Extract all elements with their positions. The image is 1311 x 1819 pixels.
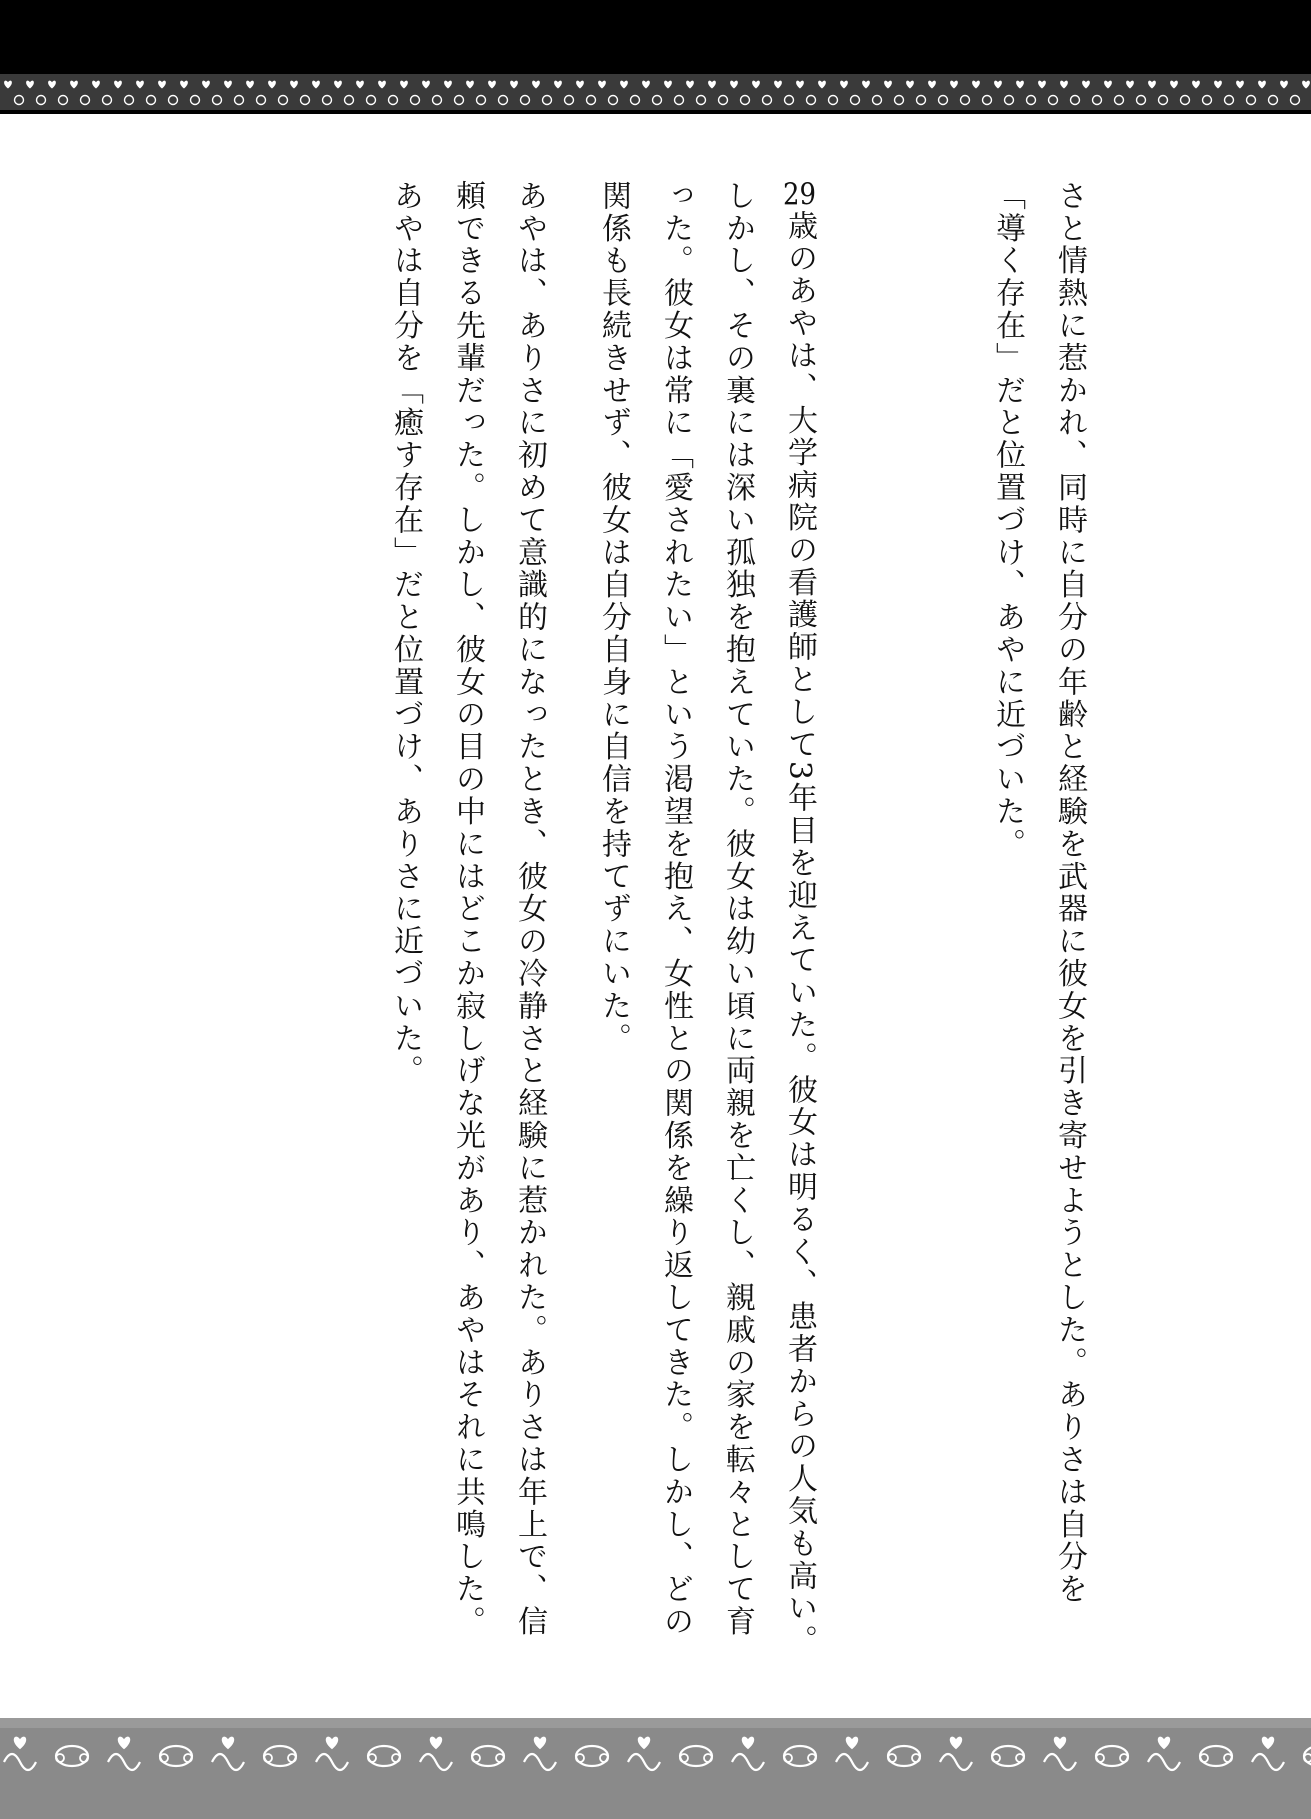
paragraph-1: さと情熱に惹かれ、同時に自分の年齢と経験を武器に彼女を引き寄せようとした。ありさは自分を「導く存在」だと位置づけ、あやに近づいた。: [990, 180, 1087, 1606]
age-number: 29: [783, 180, 816, 210]
top-lace-border: [0, 70, 1311, 114]
paragraph-2-part-a: 歳のあやは、大学病院の看護師として: [782, 210, 817, 761]
heart-lace-icon: [0, 70, 1311, 114]
paragraph-3: あやは、ありさに初めて意識的になったとき、彼女の冷静さと経験に惹かれた。ありさは年上で、信頼できる先輩だった。しかし、彼女の目の中にはどこか寂しげな光があり、あやはそれに共鳴した。あやは自分を「癒す存在」だと位置づけ、ありさに近づいた。: [388, 180, 547, 1638]
year-number: 3: [782, 760, 817, 783]
bottom-lace-border: [0, 1718, 1311, 1819]
paragraph-2: [582, 180, 830, 1660]
vertical-text-body: [300, 180, 1100, 1660]
top-black-band: [0, 0, 1311, 70]
heart-swirl-lace-icon: [0, 1718, 1311, 1819]
paragraph-2-part-b: 年目を迎えていた。彼女は明るく、患者からの人気も高い。しかし、その裏には深い孤独を抱えていた。彼女は幼い頃に両親を亡くし、親戚の家を転々として育った。彼女は常に「愛されたい」という渇望を抱え、女性との関係を繰り返してきた。しかし、どの関係も長続きせず、彼女は自分自身に自信を持てずにいた。: [596, 180, 817, 1658]
